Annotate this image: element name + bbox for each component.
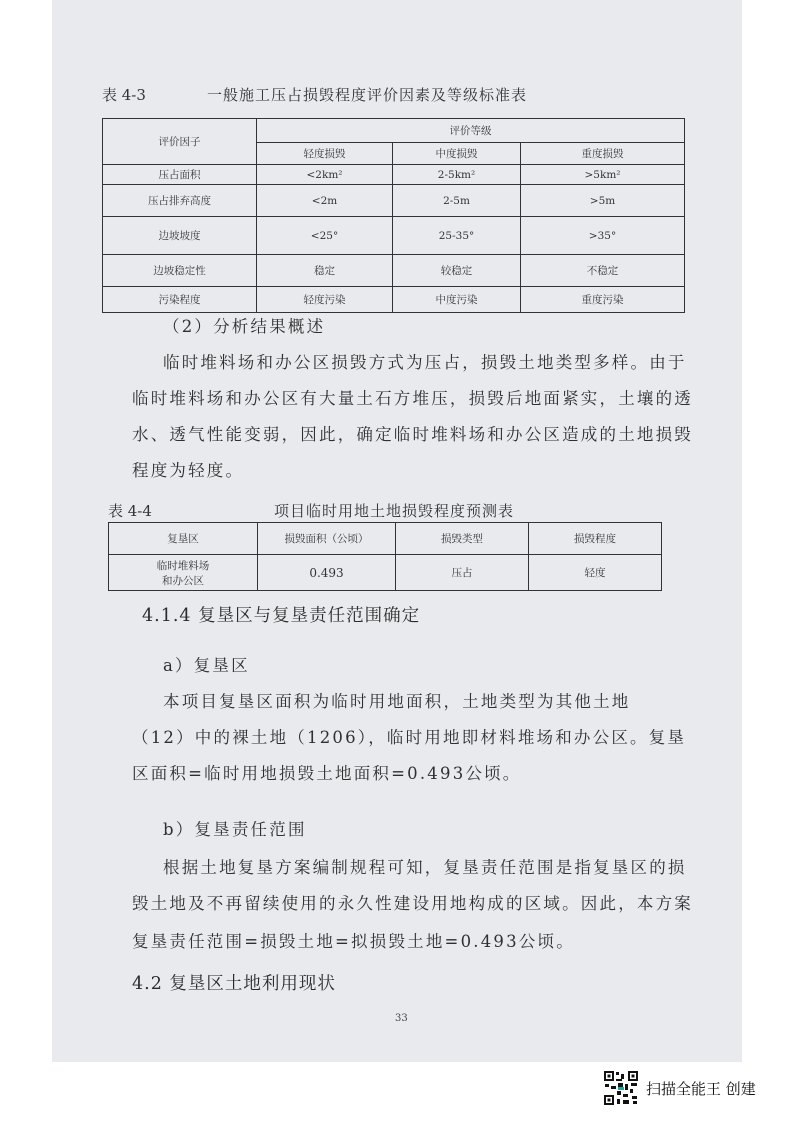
section-heading-4-1-4: 4.1.4 复垦区与复垦责任范围确定 [142, 606, 421, 626]
qr-code-icon [603, 1070, 639, 1106]
subsection-a-title: a）复垦区 [163, 656, 250, 675]
table-4-3 [102, 118, 685, 313]
table-cell-factor: 污染程度 [103, 287, 257, 313]
section-2-title: （2）分析结果概述 [163, 317, 326, 336]
subsection-b-line-1: 根据土地复垦方案编制规程可知，复垦责任范围是指复垦区的损 [163, 858, 687, 877]
table-4-4-number: 表 4-4 [108, 502, 152, 520]
table-cell-heavy: 重度污染 [521, 287, 685, 313]
watermark-label: 扫描全能王 创建 [646, 1080, 756, 1098]
grade-header: 评价等级 [257, 119, 685, 143]
table-cell-area-name [109, 555, 258, 591]
table-4-3-number: 表 4-3 [102, 86, 146, 104]
table-cell-heavy: >35° [521, 217, 685, 255]
table-cell-medium: 较稳定 [393, 255, 521, 287]
table-cell-light: 轻度污染 [257, 287, 393, 313]
table-4-4 [108, 522, 662, 591]
subsection-b-line-3: 复垦责任范围=损毁土地=拟损毁土地=0.493公顷。 [132, 932, 575, 951]
subsection-a-line-2: （12）中的裸土地（1206），临时用地即材料堆场和办公区。复垦 [132, 728, 687, 747]
table-cell-type: 压占 [396, 555, 529, 591]
subsection-a-line-3: 区面积=临时用地损毁土地面积=0.493公顷。 [132, 764, 522, 783]
grade-heavy: 重度损毁 [521, 143, 685, 165]
header-damage-degree: 损毁程度 [529, 523, 662, 555]
section-2-line-2: 临时堆料场和办公区有大量土石方堆压，损毁后地面紧实，土壤的透 [132, 389, 693, 408]
table-cell-heavy: 不稳定 [521, 255, 685, 287]
section-2-line-1: 临时堆料场和办公区损毁方式为压占，损毁土地类型多样。由于 [163, 353, 687, 372]
table-cell-heavy: >5km² [521, 165, 685, 185]
table-4-3-title: 一般施工压占损毁程度评价因素及等级标准表 [207, 86, 528, 104]
table-cell-size: 0.493 [258, 555, 396, 591]
table-cell-medium: 2-5m [393, 185, 521, 217]
table-cell-medium: 25-35° [393, 217, 521, 255]
table-cell-factor: 边坡稳定性 [103, 255, 257, 287]
table-cell-medium: 2-5km² [393, 165, 521, 185]
grade-light: 轻度损毁 [257, 143, 393, 165]
table-cell-factor: 压占面积 [103, 165, 257, 185]
table-cell-light: <25° [257, 217, 393, 255]
table-cell-heavy: >5m [521, 185, 685, 217]
table-4-4-title: 项目临时用地土地损毁程度预测表 [274, 502, 515, 520]
section-heading-4-2: 4.2 复垦区土地利用现状 [132, 974, 336, 994]
page-number: 33 [395, 1013, 408, 1024]
grade-medium: 中度损毁 [393, 143, 521, 165]
area-name-line-2: 和办公区 [162, 574, 204, 587]
table-cell-factor: 边坡坡度 [103, 217, 257, 255]
subsection-b-line-2: 毁土地及不再留续使用的永久性建设用地构成的区域。因此，本方案 [132, 894, 693, 913]
table-cell-degree: 轻度 [529, 555, 662, 591]
area-name-line-1: 临时堆料场 [156, 559, 210, 572]
header-damaged-area: 损毁面积（公顷） [258, 523, 396, 555]
table-cell-medium: 中度污染 [393, 287, 521, 313]
header-reclamation-area: 复垦区 [109, 523, 258, 555]
header-damage-type: 损毁类型 [396, 523, 529, 555]
subsection-b-title: b）复垦责任范围 [163, 820, 307, 839]
table-cell-factor: 压占排弃高度 [103, 185, 257, 217]
table-cell-light: 稳定 [257, 255, 393, 287]
subsection-a-line-1: 本项目复垦区面积为临时用地面积，土地类型为其他土地 [163, 692, 631, 711]
table-cell-light: <2m [257, 185, 393, 217]
factor-header: 评价因子 [103, 119, 257, 165]
table-cell-light: <2km² [257, 165, 393, 185]
section-2-line-3: 水、透气性能变弱，因此，确定临时堆料场和办公区造成的土地损毁 [132, 425, 693, 444]
section-2-line-4: 程度为轻度。 [132, 461, 245, 480]
